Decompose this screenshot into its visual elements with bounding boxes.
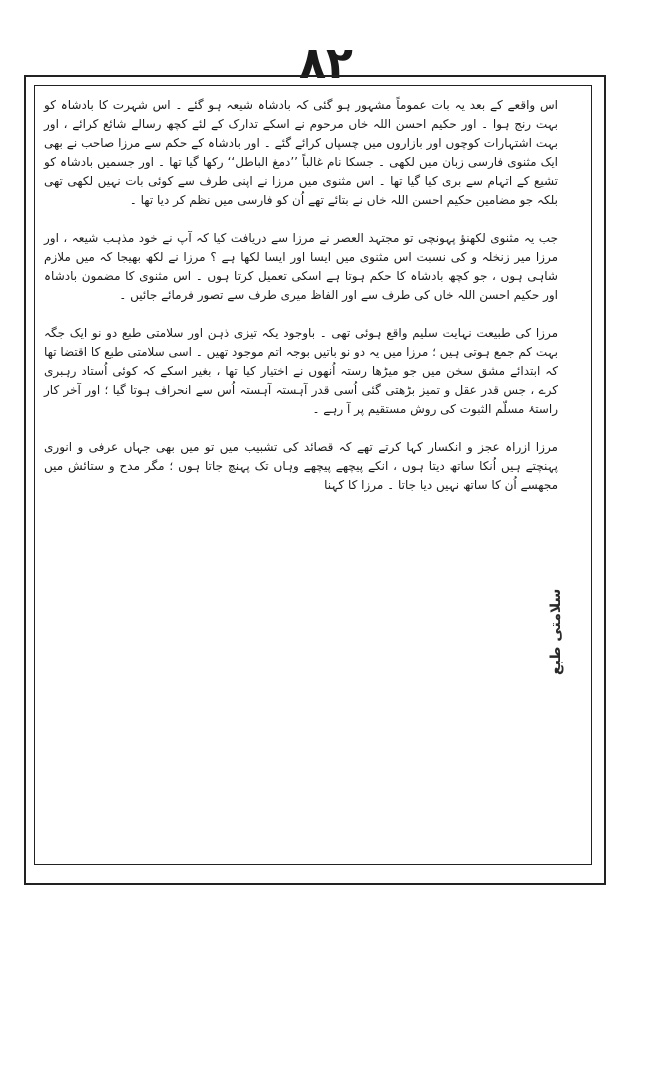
page-number: ۸۲ bbox=[299, 38, 353, 89]
paragraph-4: مرزا ازراہ عجز و انکسار کہا کرتے تھے کہ قصائد کی تشبیب میں تو میں بھی جہاں عرفی و انوری پہنچتے ہیں اُنکا ساتھ دیتا ہوں ، انکے پیچھے پیچھے وہاں تک پہنچ جاتا ہوں ؛ مگر مدح و ستائش میں مجھسے اُن کا ساتھ نہیں دیا جاتا ۔ مرزا کا کہنا bbox=[44, 440, 558, 492]
paragraph-3: مرزا کی طبیعت نہایت سلیم واقع ہوئی تھی ۔ باوجود یکہ تیزی ذہن اور سلامتی طبع دو نو ایک جگہ بہت کم جمع ہوتی ہیں ؛ مرزا میں یہ دو نو باتیں بوجہ اتم موجود تھیں ۔ اسی سلامتی طبع کا اقتضا تھا کہ ابتدائے مشق سخن میں جو میڑھا رستہ اُنھوں نے اختیار کیا تھا ، بغیر اسکے کہ کوئی اُستاد رہبری کرے ، جس قدر عقل و تمیز بڑھتی گئی اُسی قدر آہستہ آہستہ اُس سے انحراف ہوتا گیا ؛ اور آخر کار راستۂ مسلّم الثبوت کی روش مستقیم پر آ رہے ۔ bbox=[44, 326, 558, 416]
paragraph-1: اس واقعے کے بعد یہ بات عموماً مشہور ہو گئی کہ بادشاہ شیعہ ہو گئے ۔ اس شہرت کا بادشاہ کو بہت رنج ہوا ۔ اور حکیم احسن اللہ خاں مرحوم نے اسکے تدارک کے لئے کچھ رسالے شائع کرائے ، اور بہت اشتہارات کوچوں اور بازاروں میں چسپاں کرائے گئے ۔ اور بادشاہ کے حکم سے مرزا صاحب نے بھی ایک مثنوی فارسی زبان میں لکھی ۔ جسکا نام غالباً ’’دمغ الباطل‘‘ رکھا گیا تھا ۔ اور جسمیں بادشاہ کو تشیع کے اتہام سے بری کیا گیا تھا ۔ اس مثنوی میں مرزا نے اپنی طرف سے کوئی بات نہیں لکھی تھی بلکہ جو مضامین حکیم احسن اللہ خاں نے بتائے تھے اُن کو فارسی میں نظم کر دیا تھا ۔ bbox=[44, 98, 558, 207]
margin-note: سلامتی طبع bbox=[548, 588, 564, 676]
paragraph-2: جب یہ مثنوی لکھنؤ پہونچی تو مجتہد العصر نے مرزا سے دریافت کیا کہ آپ نے خود مذہب شیعہ ، اور مرزا میر زنخلہ و کی نسبت اس مثنوی میں ایسا اور ایسا لکھا ہے ؟ مرزا نے لکھ بھیجا کہ میں ملازم شاہی ہوں ، جو کچھ بادشاہ کا حکم ہوتا ہے اسکی تعمیل کرتا ہوں ۔ اس مثنوی کا مضمون بادشاہ اور حکیم احسن اللہ خاں کی طرف سے اور الفاظ میری طرف سے تصور فرمائے جائیں ۔ bbox=[44, 231, 558, 302]
page-text bbox=[44, 96, 558, 856]
